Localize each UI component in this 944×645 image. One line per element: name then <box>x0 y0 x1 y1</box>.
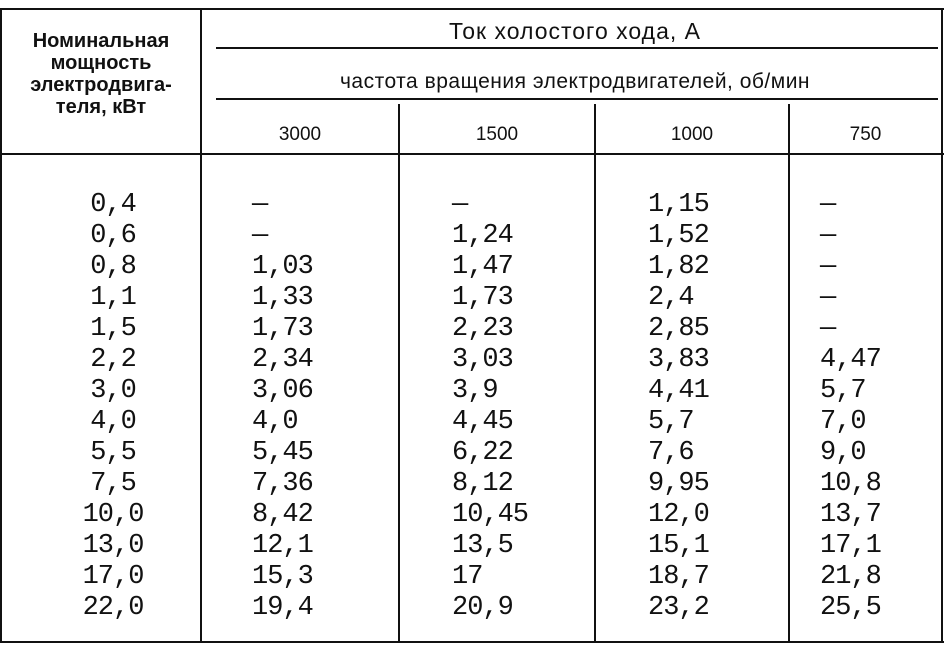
current-1000-cell: 9,95 <box>648 469 709 499</box>
table-row <box>0 376 944 407</box>
current-1000-cell: 1,15 <box>648 190 709 220</box>
current-3000-cell: 1,03 <box>252 252 313 282</box>
current-750-cell: 4,47 <box>820 345 881 375</box>
current-3000-cell: 7,36 <box>252 469 313 499</box>
current-1000-cell: 3,83 <box>648 345 709 375</box>
power-cell: 5,5 <box>90 438 136 468</box>
current-750-cell: 17,1 <box>820 531 881 561</box>
current-750-cell: 21,8 <box>820 562 881 592</box>
current-1500-cell: 3,9 <box>452 376 498 406</box>
table-row <box>0 407 944 438</box>
power-cell: 3,0 <box>90 376 136 406</box>
current-750-cell: 10,8 <box>820 469 881 499</box>
current-3000-cell: 1,33 <box>252 283 313 313</box>
power-cell: 22,0 <box>82 593 144 623</box>
current-3000-cell: — <box>252 190 268 220</box>
current-1000-cell: 15,1 <box>648 531 709 561</box>
header-bottom-rule <box>0 153 944 155</box>
current-750-cell: — <box>820 314 836 344</box>
current-750-cell: — <box>820 221 836 251</box>
current-1500-cell: 1,73 <box>452 283 513 313</box>
current-1500-cell: — <box>452 190 468 220</box>
table-row <box>0 314 944 345</box>
current-1500-cell: 20,9 <box>452 593 513 623</box>
power-cell: 0,6 <box>90 221 136 251</box>
table-row <box>0 252 944 283</box>
current-1500-cell: 1,47 <box>452 252 513 282</box>
current-750-cell: 5,7 <box>820 376 866 406</box>
stub-header-line-1: Номинальная <box>32 30 170 52</box>
current-750-cell: — <box>820 252 836 282</box>
current-750-cell: — <box>820 283 836 313</box>
stub-header-line-4: теля, кВт <box>55 96 147 118</box>
current-3000-cell: 12,1 <box>252 531 313 561</box>
current-3000-cell: 15,3 <box>252 562 313 592</box>
current-1500-cell: 8,12 <box>452 469 513 499</box>
current-750-cell: 13,7 <box>820 500 881 530</box>
current-750-cell: — <box>820 190 836 220</box>
current-3000-cell: 1,73 <box>252 314 313 344</box>
power-cell: 17,0 <box>82 562 144 592</box>
subgroup-header-rule <box>216 98 938 100</box>
current-1000-cell: 12,0 <box>648 500 709 530</box>
group-header: Ток холостого хода, А <box>449 18 701 44</box>
current-1000-cell: 1,82 <box>648 252 709 282</box>
current-3000-cell: 3,06 <box>252 376 313 406</box>
current-3000-cell: 2,34 <box>252 345 313 375</box>
current-3000-cell: — <box>252 221 268 251</box>
table-row <box>0 438 944 469</box>
power-cell: 7,5 <box>90 469 136 499</box>
current-1000-cell: 4,41 <box>648 376 709 406</box>
current-1000-cell: 7,6 <box>648 438 694 468</box>
current-1500-cell: 13,5 <box>452 531 513 561</box>
stub-header-line-2: мощность <box>50 52 152 74</box>
current-1000-cell: 2,85 <box>648 314 709 344</box>
current-3000-cell: 8,42 <box>252 500 313 530</box>
table-row <box>0 190 944 221</box>
current-1000-cell: 18,7 <box>648 562 709 592</box>
group-header-rule <box>216 47 938 49</box>
stub-header-line-3: электродвига- <box>30 74 172 96</box>
power-cell: 13,0 <box>82 531 144 561</box>
power-cell: 1,1 <box>90 283 136 313</box>
power-cell: 1,5 <box>90 314 136 344</box>
current-1500-cell: 17 <box>452 562 483 592</box>
current-750-cell: 9,0 <box>820 438 866 468</box>
table-row <box>0 469 944 500</box>
current-1500-cell: 10,45 <box>452 500 529 530</box>
table-row <box>0 562 944 593</box>
power-cell: 10,0 <box>82 500 144 530</box>
subgroup-header: частота вращения электродвигателей, об/мин <box>339 70 811 93</box>
table-row <box>0 531 944 562</box>
column-header-1000: 1000 <box>670 124 714 145</box>
power-cell: 0,8 <box>90 252 136 282</box>
table-row <box>0 283 944 314</box>
table-body <box>0 190 944 624</box>
current-1000-cell: 5,7 <box>648 407 694 437</box>
column-header-3000: 3000 <box>278 124 322 145</box>
current-3000-cell: 5,45 <box>252 438 313 468</box>
table-bottom-border <box>0 641 944 643</box>
table-row <box>0 345 944 376</box>
current-1500-cell: 2,23 <box>452 314 513 344</box>
current-3000-cell: 19,4 <box>252 593 313 623</box>
current-1000-cell: 23,2 <box>648 593 709 623</box>
table-row <box>0 593 944 624</box>
stub-header <box>4 30 198 118</box>
column-header-1500: 1500 <box>475 124 519 145</box>
column-header-750: 750 <box>849 124 882 145</box>
table-top-border <box>0 8 944 10</box>
current-1500-cell: 6,22 <box>452 438 513 468</box>
current-3000-cell: 4,0 <box>252 407 298 437</box>
current-1500-cell: 4,45 <box>452 407 513 437</box>
current-1000-cell: 1,52 <box>648 221 709 251</box>
current-750-cell: 7,0 <box>820 407 866 437</box>
power-cell: 4,0 <box>90 407 136 437</box>
power-cell: 0,4 <box>90 190 136 220</box>
table-row <box>0 221 944 252</box>
current-1500-cell: 1,24 <box>452 221 513 251</box>
power-cell: 2,2 <box>90 345 136 375</box>
table-row <box>0 500 944 531</box>
current-1000-cell: 2,4 <box>648 283 694 313</box>
current-750-cell: 25,5 <box>820 593 881 623</box>
current-1500-cell: 3,03 <box>452 345 513 375</box>
